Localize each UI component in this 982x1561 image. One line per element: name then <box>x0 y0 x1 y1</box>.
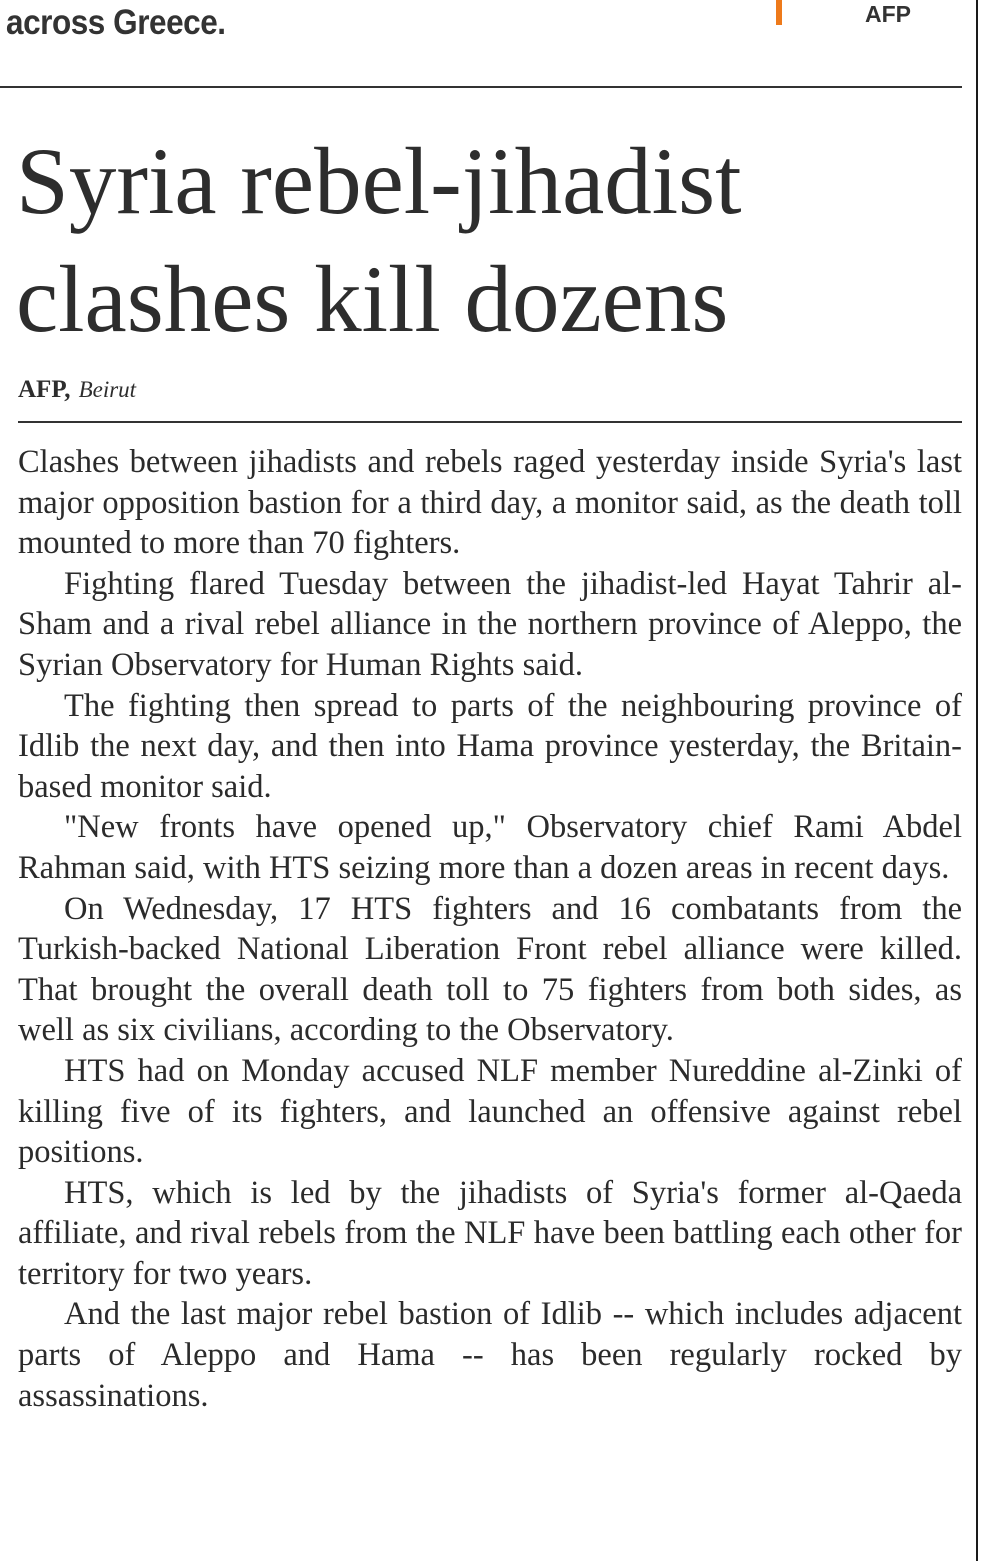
byline-agency: AFP, <box>18 376 71 403</box>
byline-divider <box>18 421 962 423</box>
paragraph: And the last major rebel bastion of Idlib -- which includes adjacent parts of Aleppo and Hama -- has been regularly rocked by assassinations. <box>18 1296 962 1414</box>
byline <box>18 373 136 407</box>
column-divider-rule <box>976 0 978 1561</box>
paragraph: "New fronts have opened up," Observatory chief Rami Abdel Rahman said, with HTS seizing more than a dozen areas in recent days. <box>18 809 962 886</box>
accent-bar <box>776 0 782 25</box>
byline-place: Beirut <box>78 377 137 402</box>
previous-story-credit: AFP <box>865 1 911 27</box>
article-body <box>18 442 962 1416</box>
section-divider <box>0 86 962 88</box>
headline-line-2: clashes kill dozens <box>16 246 729 352</box>
paragraph: Clashes between jihadists and rebels raged yesterday inside Syria's last major opposition bastion for a third day, a monitor said, as the death toll mounted to more than 70 fighters. <box>18 444 962 562</box>
headline-line-1: Syria rebel-jihadist <box>16 128 742 234</box>
paragraph: On Wednesday, 17 HTS fighters and 16 combatants from the Turkish-backed National Liberation Front rebel alliance were killed. That brought the overall death toll to 75 fighters from both sides, as well as six civilians, according to the Observatory. <box>18 890 962 1049</box>
paragraph: The fighting then spread to parts of the neighbouring province of Idlib the next day, and then into Hama province yesterday, the Britain-based monitor said. <box>18 687 962 805</box>
paragraph: Fighting flared Tuesday between the jihadist-led Hayat Tahrir al-Sham and a rival rebel alliance in the northern province of Aleppo, the Syrian Observatory for Human Rights said. <box>18 565 962 683</box>
headline <box>16 122 966 358</box>
paragraph: HTS, which is led by the jihadists of Syria's former al-Qaeda affiliate, and rival rebels from the NLF have been battling each other for territory for two years. <box>18 1174 962 1292</box>
paragraph: HTS had on Monday accused NLF member Nureddine al-Zinki of killing five of its fighters, and launched an offensive against rebel positions. <box>18 1052 962 1171</box>
previous-story-tail: across Greece. <box>6 3 226 42</box>
